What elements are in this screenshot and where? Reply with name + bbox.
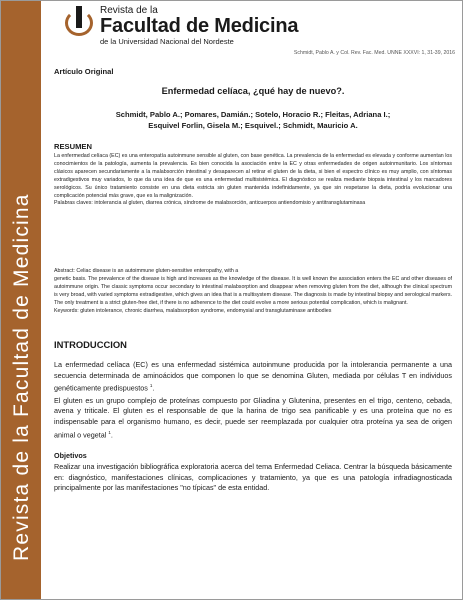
masthead-university: de la Universidad Nacional del Nordeste: [100, 37, 234, 46]
intro-p1-ref: 1: [149, 383, 153, 389]
journal-logo: [63, 4, 97, 40]
intro-heading: INTRODUCCION: [54, 339, 127, 350]
side-banner: [1, 1, 41, 599]
abstract-first-line: Abstract: Celiac disease is an autoimmune gluten-sensitive enteropathy, with a: [54, 268, 239, 274]
intro-p2-text: El gluten es un grupo complejo de proteínas compuesto por Gliadina y Glutenina, presentes en el trigo, centeno, cebada, avena y triticale. El gluten es el responsable de que la harina de trigo sea panificable y es una proteína que no es indispensable para el organismo humano, es decir, puede ser reemplazada por cualquier otra proteína ya sea de origen animal o vegetal: [54, 395, 452, 439]
article-title: Enfermedad celíaca, ¿qué hay de nuevo?.: [161, 86, 345, 96]
intro-body: [54, 360, 452, 441]
intro-p1-text: La enfermedad celíaca (EC) es una enfermedad sistémica autoinmune producida por la intolerancia permanente a una secuencia determinada de aminoácidos que componen lo que se denomina Gluten, mediada por células T en individuos genéticamente predispuestos: [54, 360, 452, 393]
resumen-heading: RESUMEN: [54, 142, 92, 151]
intro-paragraph-1: La enfermedad celíaca (EC) es una enfermedad sistémica autoinmune producida por la intolerancia permanente a una secuencia determinada de aminoácidos que componen lo que se denomina Gluten, mediada por células T en individuos genéticamente predispuestos $^1$.: [54, 360, 452, 393]
authors-line1: Schmidt, Pablo A.; Pomares, Damián.; Sotelo, Horacio R.; Fleitas, Adriana I.;: [115, 110, 391, 119]
objetivos-body: Realizar una investigación bibliográfica exploratoria acerca del tema Enfermedad Celiaca. Centrar la búsqueda básicamente en: diagnóstico, manifestaciones clínicas, complicaciones y tratamiento, ya que es una patología infradiagnosticada principalmente por las manifestaciones "no típicas" de esta entidad.: [54, 462, 452, 493]
side-banner-text: Revista de la Facultad de Medicina: [10, 193, 33, 561]
resumen-keywords: Palabras claves: intolerancia al gluten, diarrea crónica, síndrome de malabsorción, anticuerpos antiendomisio y antitransglutaminasa: [54, 200, 366, 207]
abstract-keywords: Keywords: gluten intolerance, chronic diarrhea, malabsorption syndrome, endomysial and transglutaminase antibodies: [54, 307, 332, 314]
abstract-text: genetic basis. The prevalence of the disease is high and increases as the knowledge of the disease. It is well known the association enters the EC and other diseases of autoimmune origin. The classic symptoms occur secondary to intestinal malabsorption and disappear when removing gluten from the diet, although the clinical spectrum is very broad, with varied symptoms extradigestive, which gives an idea that is a multisystem disease. The diagnosis is made by intestinal biopsy and serological markers. The only treatment is a strict gluten-free diet, if there is no adherence to the diet could evolve a more serious potential complication, which is malignant.: [54, 275, 452, 306]
intro-p2-ref: 1: [108, 429, 111, 435]
resumen-body: [54, 153, 452, 208]
citation: Schmidt, Pablo A. y Col. Rev. Fac. Med. UNNE XXXVI: 1, 31-39, 2016: [293, 50, 455, 56]
objetivos-heading: Objetivos: [54, 451, 87, 460]
authors-line2: Esquivel Forlin, Gisela M.; Esquivel.; Schmidt, Mauricio A.: [148, 121, 358, 130]
logo-bar: [76, 6, 82, 28]
intro-paragraph-2: El gluten es un grupo complejo de proteínas compuesto por Gliadina y Glutenina, presentes en el trigo, centeno, cebada, avena y triticale. El gluten es el responsable de que la harina de trigo sea panificable y es una proteína que no es indispensable para el organismo humano, es decir, puede ser reemplazada por cualquier otra proteína ya sea de origen animal o vegetal $^1$.: [54, 395, 452, 439]
resumen-text: La enfermedad celíaca (EC) es una enteropatía autoinmune sensible al gluten, con base genética. La prevalencia de la enfermedad es elevada y conforme aumentan los conocimientos de la patología, aumenta la prevalencia. Es bien conocida la asociación entre la EC y otras enfermedades de origen autoinmunitario. Los síntomas clásicos aparecen secundariamente a la malabsorción intestinal y desaparecen al retirar el gluten de la dieta, si bien el espectro clínico es muy amplio, con síntomas extradigestivos muy variados, lo que da una idea de que es una enfermedad multisistémica. El diagnóstico se realiza mediante biopsia intestinal y los marcadores serológicos. Su único tratamiento consiste en una dieta estricta sin gluten mantenida indefinidamente, ya que sin respetarse la dieta, podría evolucionar una complicación potencial más grave, que es la malignización.: [54, 153, 452, 199]
masthead: [100, 5, 400, 46]
authors: [54, 109, 452, 131]
article-type: Artículo Original: [54, 67, 114, 76]
masthead-title: Facultad de Medicina: [100, 15, 299, 37]
abstract-body: [54, 268, 452, 315]
masthead-line1: Revista de la: [100, 5, 158, 16]
